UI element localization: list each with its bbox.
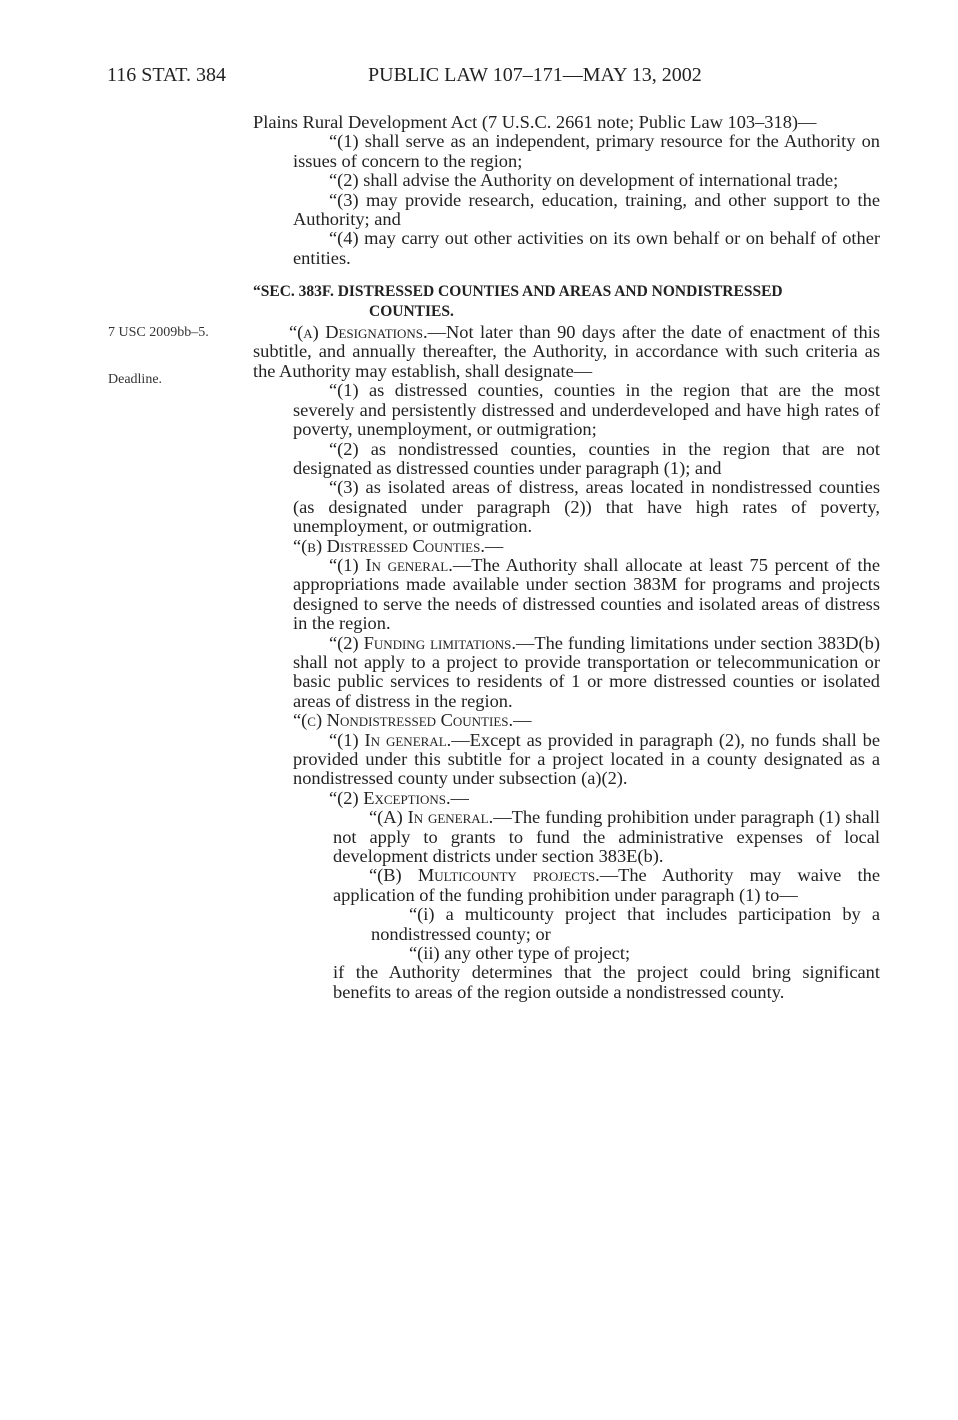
paragraph-c2-heading bbox=[329, 789, 880, 808]
paragraph-c2B-tail: if the Authority determines that the project could bring significant benefits to areas of the region outside a nondistressed county. bbox=[333, 962, 880, 1002]
list-item: “(3) may provide research, education, training, and other support to the Authority; and bbox=[293, 189, 880, 230]
c2-label: “(2) Exceptions.— bbox=[329, 787, 469, 808]
c1-text: —Except as provided in paragraph (2), no funds shall be provided under this subtitle for a project located in a county designated as a nondistressed county under subsection (a)(2). bbox=[293, 729, 880, 789]
paragraph-c2A bbox=[333, 808, 880, 866]
c2B-text: —The Authority may waive the application of the funding prohibition under paragraph (1) to— bbox=[333, 865, 880, 905]
paragraph-c2B bbox=[333, 866, 880, 905]
list-item: “(1) shall serve as an independent, primary resource for the Authority on issues of concern to the region; bbox=[293, 131, 880, 171]
list-item: “(3) as isolated areas of distress, areas located in nondistressed counties (as designated under paragraph (2)) that have high rates of poverty, unemployment, or outmigration. bbox=[293, 477, 880, 537]
c2A-label: “(A) In general. bbox=[369, 807, 494, 828]
paragraph-b1 bbox=[293, 556, 880, 634]
c2A-text: —The funding prohibition under paragraph (1) shall not apply to grants to fund the administrative expenses of local development districts under section 383E(b). bbox=[333, 807, 880, 867]
intro-paragraph: Plains Rural Development Act (7 U.S.C. 2661 note; Public Law 103–318)— bbox=[253, 112, 817, 132]
paragraph-b2 bbox=[293, 634, 880, 712]
subsection-b-heading bbox=[293, 537, 880, 556]
c2B-label: “(B) Multicounty projects. bbox=[369, 865, 600, 886]
document-body bbox=[253, 113, 880, 1002]
b2-label: “(2) Funding limitations. bbox=[329, 632, 516, 653]
list-item: “(i) a multicounty project that includes participation by a nondistressed county; or bbox=[371, 904, 880, 944]
section-heading-line1: “SEC. 383F. DISTRESSED COUNTIES AND AREAS AND NONDISTRESSED bbox=[253, 283, 783, 301]
list-item: “(4) may carry out other activities on its own behalf or on behalf of other entities. bbox=[293, 228, 880, 268]
list-item: “(ii) any other type of project; bbox=[409, 943, 631, 964]
stat-page-number: 116 STAT. 384 bbox=[107, 64, 226, 86]
b2-text: —The funding limitations under section 383D(b) shall not apply to a project to provide transportation or telecommunication or basic public services to residents of 1 or more distressed counties or isolated areas of distress in the region. bbox=[293, 632, 880, 711]
page-header bbox=[107, 64, 881, 96]
section-heading-line2: COUNTIES. bbox=[369, 302, 454, 320]
b1-label: “(1) In general. bbox=[329, 554, 453, 575]
margin-note-deadline: Deadline. bbox=[108, 372, 163, 387]
subsection-a bbox=[253, 323, 880, 381]
b1-text: —The Authority shall allocate at least 75 percent of the appropriations made available under section 383M for programs and projects designed to serve the needs of distressed counties and isolated areas of distress in the region. bbox=[293, 554, 880, 634]
paragraph-c1 bbox=[293, 731, 880, 789]
subsection-c-heading bbox=[293, 711, 880, 730]
subsection-a-label: “(a) Designations. bbox=[289, 322, 428, 343]
section-heading bbox=[253, 282, 880, 321]
margin-note-usc: 7 USC 2009bb–5. bbox=[108, 325, 209, 340]
subsection-a-text: —Not later than 90 days after the date of enactment of this subtitle, and annually thereafter, the Authority, in accordance with such criteria as the Authority may establish, shall designate— bbox=[253, 322, 880, 381]
list-item: “(2) shall advise the Authority on development of international trade; bbox=[329, 170, 839, 191]
subsection-b-label: “(b) Distressed Counties.— bbox=[293, 535, 504, 556]
law-title: PUBLIC LAW 107–171—MAY 13, 2002 bbox=[368, 64, 702, 86]
subsection-c-label: “(c) Nondistressed Counties.— bbox=[293, 710, 532, 731]
list-item: “(2) as nondistressed counties, counties in the region that are not designated as distressed counties under paragraph (1); and bbox=[293, 438, 880, 478]
list-item: “(1) as distressed counties, counties in the region that are the most severely and persistently distressed and underdeveloped and have high rates of poverty, unemployment, or outmigration; bbox=[293, 380, 880, 440]
c1-label: “(1) In general. bbox=[329, 729, 452, 750]
